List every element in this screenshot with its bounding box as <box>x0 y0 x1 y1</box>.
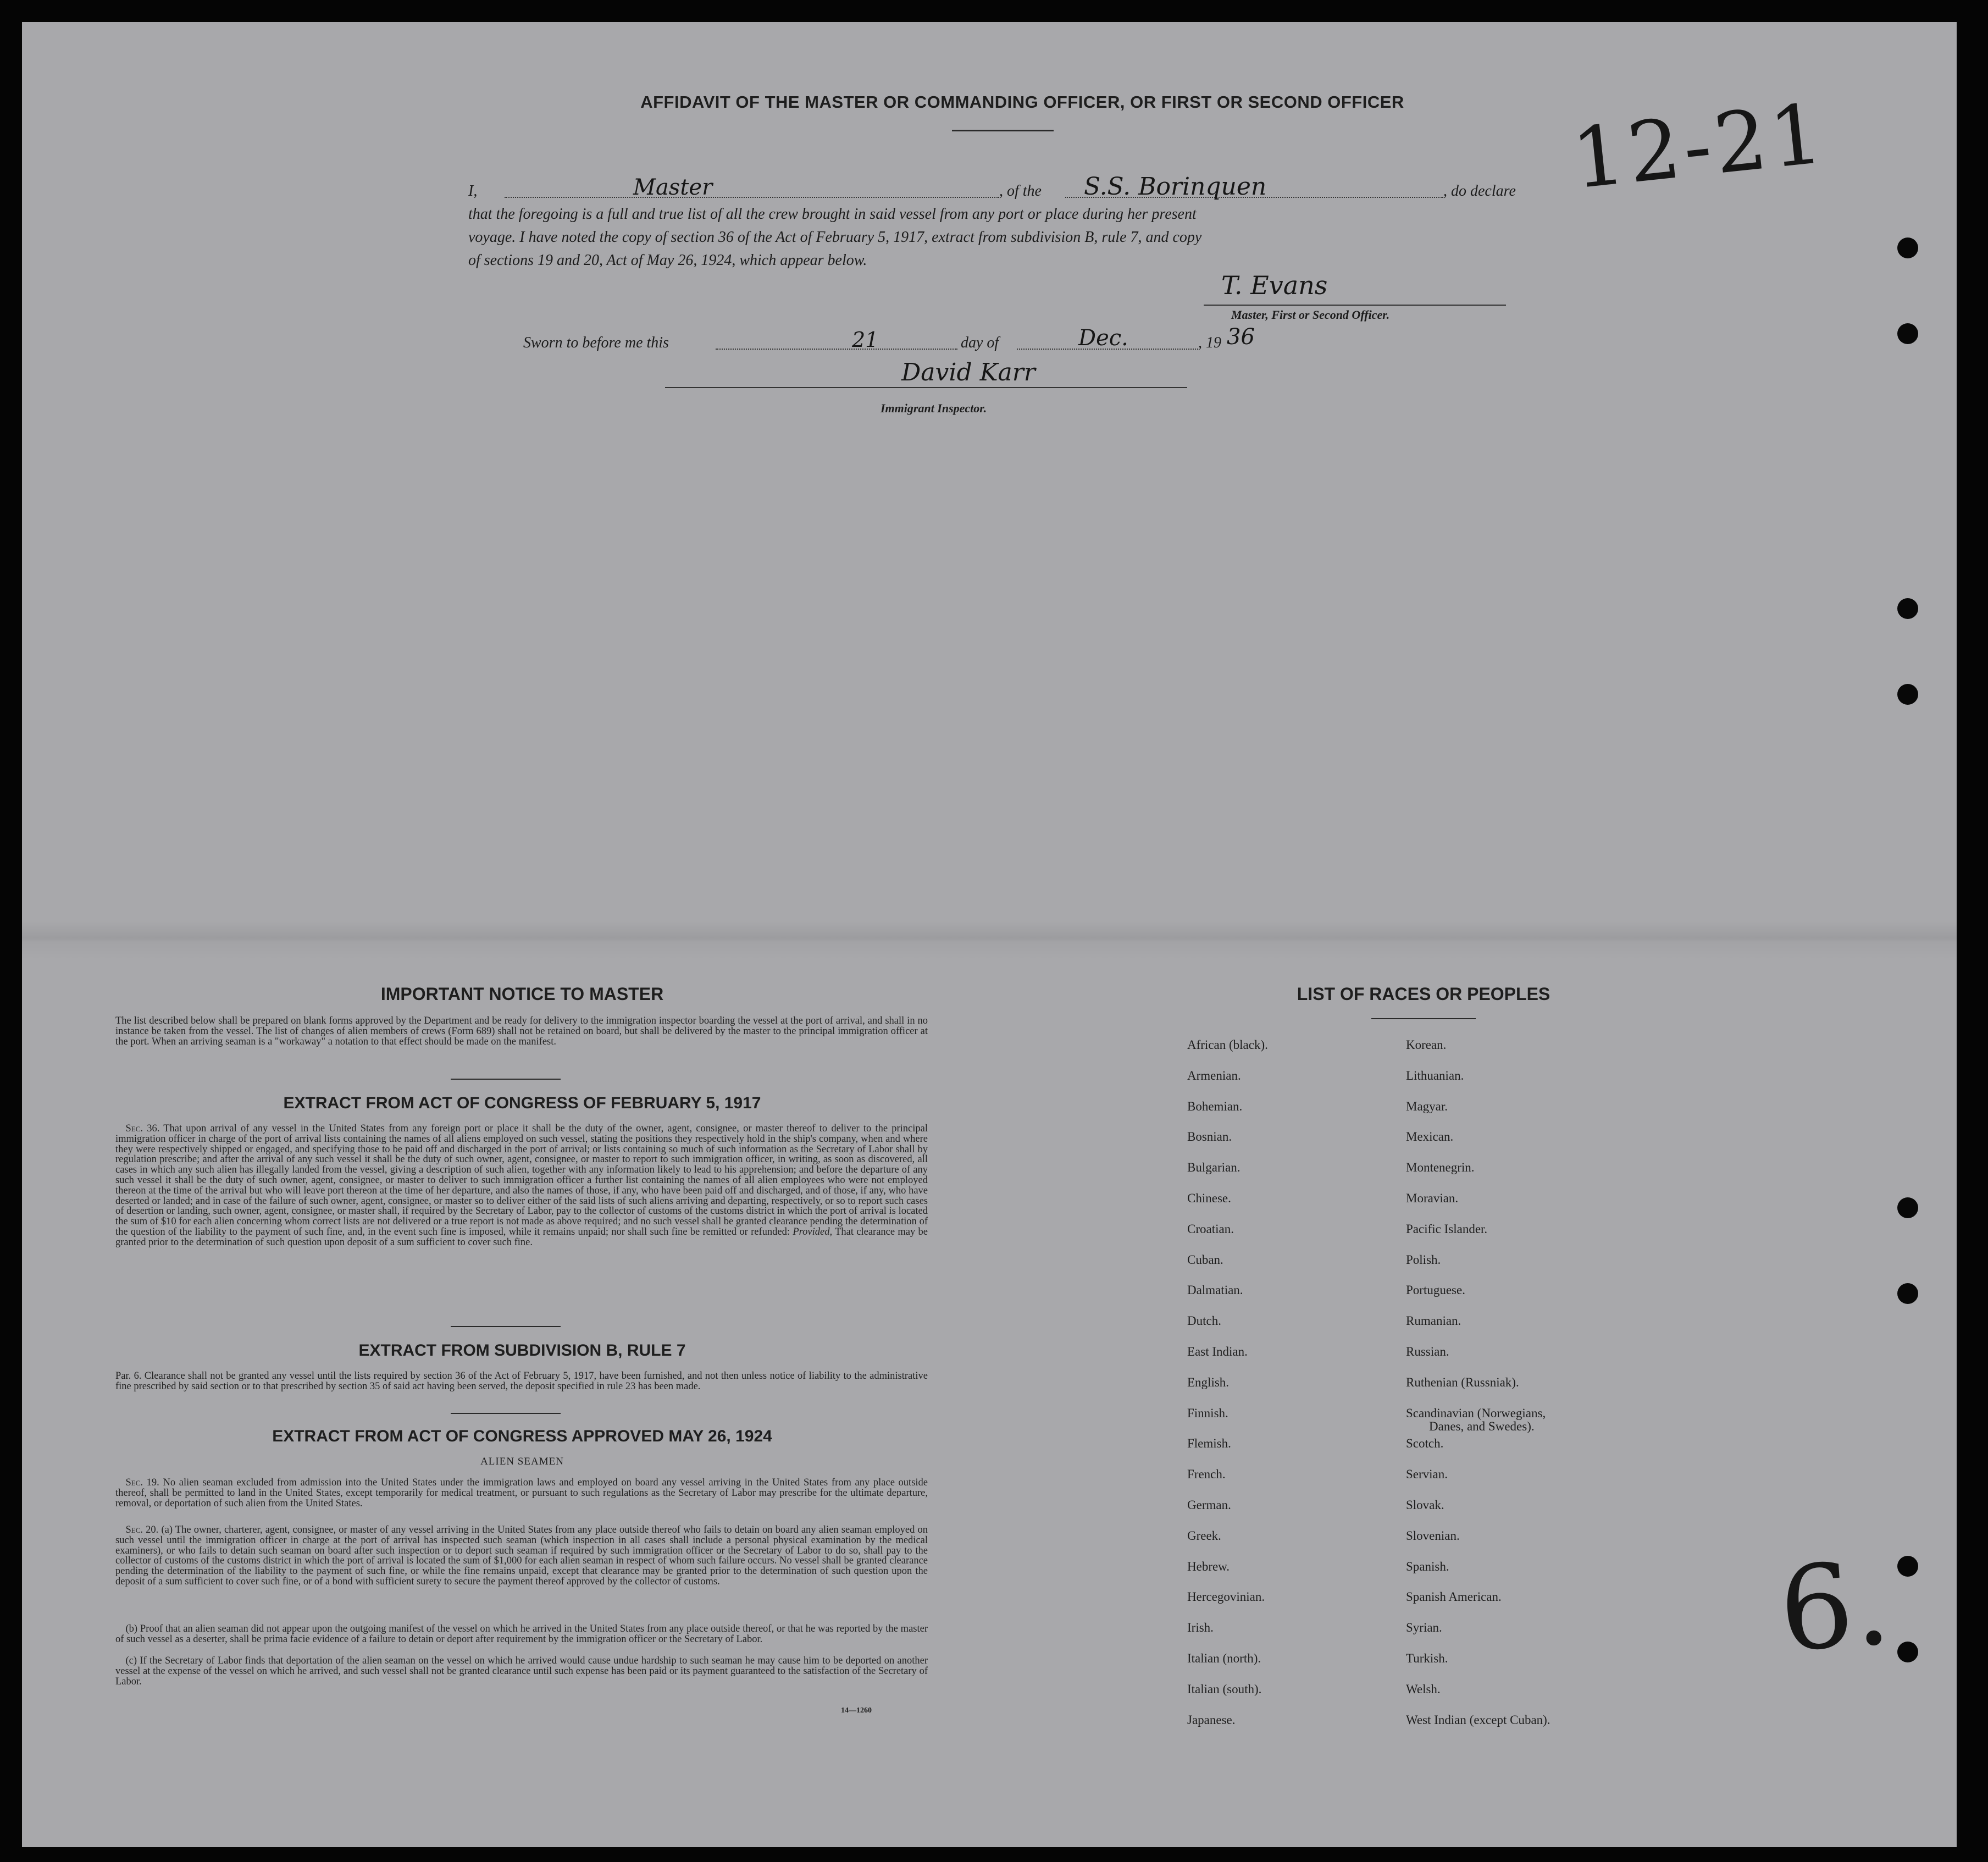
sec-36-label: Sec. 36. <box>125 1123 160 1134</box>
sec-20a-text: (a) The owner, charterer, agent, consignee, or master of any vessel arriving in the United States from any place outside thereof who fails to detain on board any alien seaman employed on such vessel until the immigration officer in charge at the port of arrival has inspected such seaman (which inspection in all cases shall include a personal physical examination by the medical examiners), or who fails to detain such seaman on board after such inspection or to deport such seaman if required by such immigration officer or the Secretary of Labor to do so, shall pay to the collector of customs of the customs district in which the port of arrival is located the sum of $1,000 for each alien seaman in respect of whom such failure occurs. No vessel shall be granted clearance pending the determination of the liability to the payment of such fine, or while the fine remains unpaid, except that clearance may be granted prior to the determination of such question upon the deposit of a sum sufficient to cover such fine, or of a bond with sufficient surety to secure the payment thereof approved by the collector of customs. <box>115 1524 928 1587</box>
race-item: Turkish. <box>1406 1651 1448 1665</box>
race-item: Bohemian. <box>1187 1099 1243 1113</box>
race-item: Dalmatian. <box>1187 1283 1243 1297</box>
do-declare-text: , do declare <box>1443 183 1516 200</box>
race-item: Flemish. <box>1187 1436 1231 1451</box>
extract-1917-title: EXTRACT FROM ACT OF CONGRESS OF FEBRUARY 5, 1917 <box>283 1094 761 1112</box>
vessel-name-handwritten: S.S. Borinquen <box>1084 173 1267 201</box>
race-item: Dutch. <box>1187 1314 1221 1328</box>
year-prefix: , 19 <box>1198 334 1221 351</box>
punch-hole <box>1897 1283 1918 1304</box>
handwritten-page-number: 6. <box>1775 1535 1895 1678</box>
race-item: Scandinavian (Norwegians, <box>1406 1406 1546 1420</box>
race-item: Magyar. <box>1406 1099 1448 1113</box>
race-item: Italian (south). <box>1187 1682 1262 1696</box>
race-item: Italian (north). <box>1187 1651 1261 1665</box>
rule-7-title: EXTRACT FROM SUBDIVISION B, RULE 7 <box>358 1341 686 1360</box>
sec-36-text-end: That clearance may be granted prior to the determination of such question upon deposit of a sum sufficient to cover such fine. <box>115 1226 928 1248</box>
title-divider <box>952 130 1054 131</box>
affidavit-title: AFFIDAVIT OF THE MASTER OR COMMANDING OFFICER, OR FIRST OR SECOND OFFICER <box>640 92 1404 112</box>
punch-hole <box>1897 598 1918 619</box>
race-item: Irish. <box>1187 1621 1214 1635</box>
sec-20c-body <box>115 1656 928 1687</box>
sec-36-text: That upon arrival of any vessel in the United States from any foreign port or place it shall be the duty of the owner, agent, consignee, or master thereof to deliver to the principal immigration officer in charge of the port of arrival lists containing the names of all aliens employed on such vessel, stating the positions they respectively hold in the ship's company, when and where they were respectively shipped or engaged, and specifying those to be paid off and discharged in the port of arrival; or lists containing so much of such information as the Secretary of Labor shall by regulation prescribe; and after the arrival of any such vessel it shall be the duty of such owner, agent, consignee, or master to report to such immigration officer, in writing, as soon as discovered, all cases in which any such alien has illegally landed from the vessel, giving a description of such alien, together with any information likely to lead to his apprehension; and before the departure of any such vessel it shall be the duty of such owner, agent, consignee, or master to deliver to such immigration officer a further list containing the names of all alien employees who were not employed thereon at the time of the arrival but who will leave port thereon at the time of her departure, and also the names of those, if any, who have been paid off and discharged, and of those, if any, who have deserted or landed; and in case of the failure of such owner, agent, consignee, or master so to deliver either of the said lists of such aliens arriving and departing, respectively, or so to report such cases of desertion or landing, such owner, agent, consignee, or master shall, if required by the Secretary of Labor, pay to the collector of customs of the customs district in which the port of arrival is located the sum of $10 for each alien concerning whom correct lists are not delivered or a true report is not made as above required; and no such vessel shall be granted clearance pending the determination of the question of the liability to the payment of such fine, and, in the event such fine is imposed, while it remains unpaid; nor shall such fine be remitted or refunded: <box>115 1123 928 1237</box>
race-item: English. <box>1187 1375 1230 1389</box>
race-item: Danes, and Swedes). <box>1429 1419 1535 1433</box>
rule-7-body: Par. 6. Clearance shall not be granted any vessel until the lists required by section 36 of the Act of February 5, 1917, have been furnished, and not then unless notice of liability to the administrative fine prescribed by said section or to that prescribed by section 35 of said act having been served, the deposit specified in rule 23 has been made. <box>115 1371 928 1392</box>
race-item: German. <box>1187 1498 1231 1512</box>
paper-fold-shadow <box>22 921 1957 959</box>
race-item: Hercegovinian. <box>1187 1590 1265 1604</box>
month-handwritten: Dec. <box>1078 325 1128 351</box>
race-item: Mexican. <box>1406 1130 1454 1144</box>
sec-20b-body <box>115 1624 928 1645</box>
signature-line <box>1204 305 1506 306</box>
officer-rank-handwritten: Master <box>633 175 713 200</box>
sec-19-body <box>115 1478 928 1509</box>
race-item: East Indian. <box>1187 1345 1248 1358</box>
race-item: Portuguese. <box>1406 1283 1465 1297</box>
affidavit-prefix: I, <box>468 183 478 200</box>
race-item: Hebrew. <box>1187 1559 1230 1573</box>
alien-seamen-subtitle: ALIEN SEAMEN <box>480 1456 564 1467</box>
race-item: Greek. <box>1187 1528 1221 1543</box>
race-item: Lithuanian. <box>1406 1068 1464 1082</box>
extract-1917-divider <box>451 1326 561 1327</box>
race-item: Montenegrin. <box>1406 1161 1475 1175</box>
race-item: Japanese. <box>1187 1712 1236 1727</box>
race-item: Welsh. <box>1406 1682 1441 1696</box>
notice-body: The list described below shall be prepared on blank forms approved by the Department and be ready for delivery to the immigration inspector boarding the vessel at the port of arrival, and shall in no instance be taken from the vessel. The list of changes of alien members of crews (Form 689) shall not be retained on board, but shall be delivered by the master to the principal immigration officer at the port. When an arriving seaman is a "workaway" a notation to that effect should be made on the manifest. <box>115 1015 928 1047</box>
race-item: Moravian. <box>1406 1191 1459 1205</box>
sec-20a-body <box>115 1525 928 1587</box>
extract-1917-body <box>115 1124 928 1248</box>
form-number: 14—1260 <box>841 1706 872 1715</box>
punch-hole <box>1897 237 1918 258</box>
race-item: French. <box>1187 1467 1226 1482</box>
race-item: Polish. <box>1406 1252 1441 1267</box>
sec-19-label: Sec. 19. <box>125 1477 159 1488</box>
provided-word: Provided, <box>793 1226 833 1237</box>
races-title: LIST OF RACES OR PEOPLES <box>1297 984 1550 1004</box>
document-sheet <box>22 22 1957 1847</box>
race-item: Armenian. <box>1187 1068 1241 1082</box>
race-item: Korean. <box>1406 1038 1447 1052</box>
sworn-text: Sworn to before me this <box>523 334 669 351</box>
affidavit-line-4: of sections 19 and 20, Act of May 26, 1924, which appear below. <box>468 252 867 269</box>
inspector-signature: David Karr <box>901 358 1035 386</box>
punch-hole <box>1897 323 1918 344</box>
notice-divider <box>451 1079 561 1080</box>
race-item: Bosnian. <box>1187 1130 1232 1144</box>
inspector-signature-line <box>665 387 1187 388</box>
race-item: Rumanian. <box>1406 1314 1461 1328</box>
race-item: Croatian. <box>1187 1222 1234 1236</box>
race-item: Spanish American. <box>1406 1590 1502 1604</box>
race-item: Chinese. <box>1187 1191 1231 1205</box>
sec-19-text: No alien seaman excluded from admission into the United States under the immigration laws and employed on board any vessel arriving in the United States from any place outside thereof, shall be permitted to land in the United States, except temporarily for medical treatment, or pursuant to such regulations as the Secretary of Labor may prescribe for the ultimate departure, removal, or deportation of such alien from the United States. <box>115 1477 928 1509</box>
sec-20-label: Sec. 20. <box>125 1524 159 1535</box>
race-item: Syrian. <box>1406 1621 1442 1635</box>
race-item: Bulgarian. <box>1187 1161 1241 1175</box>
race-item: Ruthenian (Russniak). <box>1406 1375 1519 1389</box>
race-item: Slovak. <box>1406 1498 1444 1512</box>
race-item: Russian. <box>1406 1345 1449 1358</box>
race-item: West Indian (except Cuban). <box>1406 1712 1550 1727</box>
affidavit-line-2: that the foregoing is a full and true list of all the crew brought in said vessel from any port or place during her present <box>468 206 1197 223</box>
punch-hole <box>1897 684 1918 705</box>
race-item: Slovenian. <box>1406 1528 1460 1543</box>
day-handwritten: 21 <box>852 328 879 352</box>
of-the-text: , of the <box>999 183 1042 200</box>
year-handwritten: 36 <box>1227 324 1255 350</box>
signature-label: Master, First or Second Officer. <box>1231 308 1390 322</box>
officer-rank-field-line <box>505 197 999 198</box>
inspector-label: Immigrant Inspector. <box>881 401 987 415</box>
race-item: Pacific Islander. <box>1406 1222 1488 1236</box>
handwritten-reference-number: 12-21 <box>1568 86 1831 208</box>
punch-hole <box>1897 1197 1918 1218</box>
day-field-line <box>716 349 957 350</box>
race-item: Scotch. <box>1406 1436 1444 1451</box>
notice-title: IMPORTANT NOTICE TO MASTER <box>380 984 664 1004</box>
race-item: Servian. <box>1406 1467 1448 1482</box>
race-item: Spanish. <box>1406 1559 1449 1573</box>
races-divider <box>1371 1018 1476 1019</box>
rule-7-divider <box>451 1413 561 1414</box>
sec-20b-text: (b) Proof that an alien seaman did not appear upon the outgoing manifest of the vessel on which he arrived in the United States from any place outside thereof, or that he was reported by the master of such vessel as a deserter, shall be prima facie evidence of a failure to detain or deport after requirement by the immigration officer or the Secretary of Labor. <box>115 1623 928 1645</box>
extract-1924-title: EXTRACT FROM ACT OF CONGRESS APPROVED MAY 26, 1924 <box>272 1427 772 1445</box>
affidavit-line-3: voyage. I have noted the copy of section 36 of the Act of February 5, 1917, extract from subdivision B, rule 7, and copy <box>468 229 1202 246</box>
master-signature: T. Evans <box>1221 270 1328 300</box>
race-item: Cuban. <box>1187 1252 1223 1267</box>
sec-20c-text: (c) If the Secretary of Labor finds that deportation of the alien seaman on the vessel on which he arrived would cause undue hardship to such seaman he may cause him to be deported on another vessel at the expense of the vessel on which he arrived, and such vessel shall not be granted clearance until such expense has been paid or its payment guaranteed to the satisfaction of the Secretary of Labor. <box>115 1655 928 1687</box>
day-of-text: day of <box>961 334 999 351</box>
race-item: Finnish. <box>1187 1406 1228 1420</box>
race-item: African (black). <box>1187 1038 1268 1052</box>
punch-hole <box>1897 1556 1918 1577</box>
punch-hole <box>1897 1642 1918 1662</box>
